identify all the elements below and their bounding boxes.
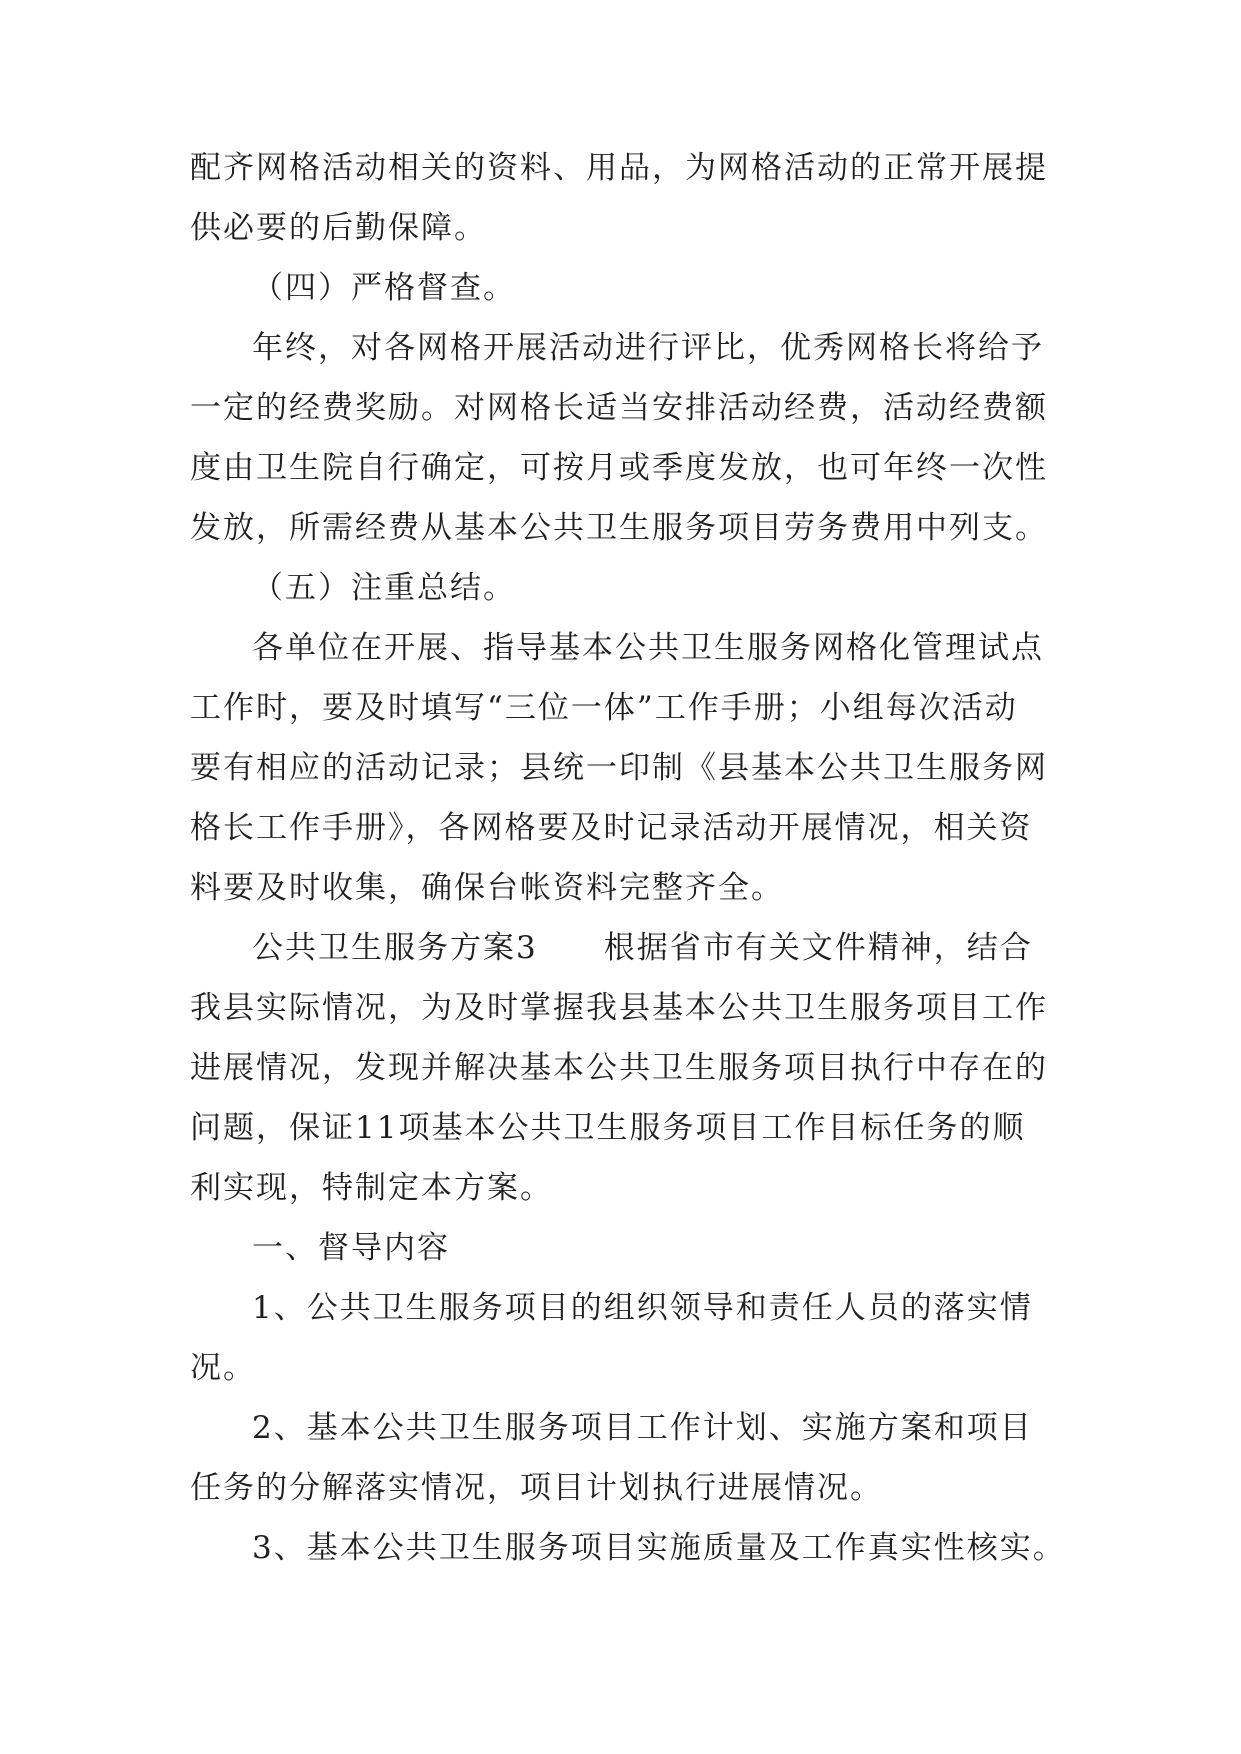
text-line: 各单位在开展、指导基本公共卫生服务网格化管理试点 xyxy=(252,630,1044,666)
text-line: 度由卫生院自行确定，可按月或季度发放，也可年终一次性 xyxy=(190,450,1048,486)
text-line: 任务的分解落实情况，项目计划执行进展情况。 xyxy=(190,1470,883,1506)
text-line: 公共卫生服务方案3 根据省市有关文件精神，结合 xyxy=(252,930,1033,966)
text-line: 格长工作手册》，各网格要及时记录活动开展情况，相关资 xyxy=(190,810,1033,846)
text-line: 进展情况，发现并解决基本公共卫生服务项目执行中存在的 xyxy=(190,1050,1048,1086)
text-line: 1、公共卫生服务项目的组织领导和责任人员的落实情 xyxy=(252,1290,1033,1326)
text-line: 问题，保证11项基本公共卫生服务项目工作目标任务的顺 xyxy=(190,1110,1026,1146)
text-line: 供必要的后勤保障。 xyxy=(190,210,487,246)
text-line: 我县实际情况，为及时掌握我县基本公共卫生服务项目工作 xyxy=(190,990,1048,1026)
text-line: 工作时，要及时填写“三位一体”工作手册；小组每次活动 xyxy=(190,690,1018,726)
text-line: 2、基本公共卫生服务项目工作计划、实施方案和项目 xyxy=(252,1410,1033,1446)
section-heading: （五）注重总结。 xyxy=(252,570,516,606)
text-line: 况。 xyxy=(190,1350,256,1386)
text-line: 配齐网格活动相关的资料、用品，为网格活动的正常开展提 xyxy=(190,150,1048,186)
text-line: 要有相应的活动记录；县统一印制《县基本公共卫生服务网 xyxy=(190,750,1048,786)
text-line: 3、基本公共卫生服务项目实施质量及工作真实性核实。 xyxy=(252,1530,1066,1566)
text-line: 利实现，特制定本方案。 xyxy=(190,1170,553,1206)
text-line: 发放，所需经费从基本公共卫生服务项目劳务费用中列支。 xyxy=(190,510,1048,546)
section-heading: （四）严格督查。 xyxy=(252,270,516,306)
text-line: 年终，对各网格开展活动进行评比，优秀网格长将给予 xyxy=(252,330,1044,366)
section-heading: 一、督导内容 xyxy=(252,1230,450,1266)
text-line: 一定的经费奖励。对网格长适当安排活动经费，活动经费额 xyxy=(190,390,1048,426)
text-line: 料要及时收集，确保台帐资料完整齐全。 xyxy=(190,870,784,906)
